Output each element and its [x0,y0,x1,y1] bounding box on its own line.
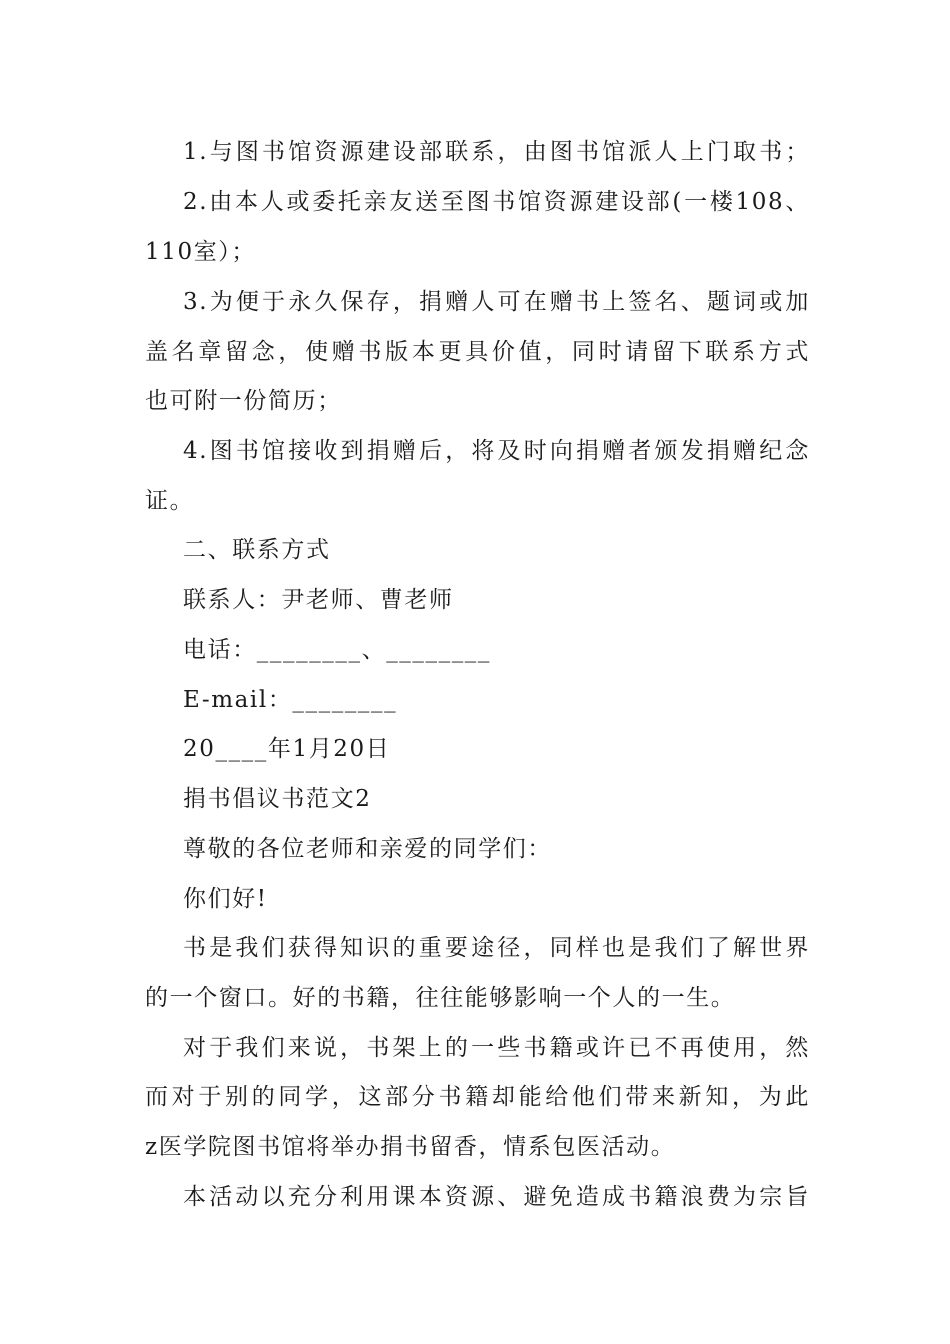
text-line-3: 110室）； [145,239,256,265]
text-line-6: 也可附一份简历； [145,388,342,414]
text-line-17: 书是我们获得知识的重要途径，同样也是我们了解世界 [183,935,810,961]
contact-email: E-mail：________ [183,687,398,713]
text-line-5: 盖名章留念，使赠书版本更具价值，同时请留下联系方式 [145,339,810,365]
greeting: 你们好! [183,886,268,912]
article-title: 捐书倡议书范文2 [183,786,372,812]
contact-phone: 电话：________、________ [183,637,491,663]
document-date: 20____年1月20日 [183,736,391,762]
text-line-4: 3.为便于永久保存，捐赠人可在赠书上签名、题词或加 [183,289,810,315]
text-line-22: 本活动以充分利用课本资源、避免造成书籍浪费为宗旨 [183,1184,810,1210]
section-heading: 二、联系方式 [183,537,331,563]
text-line-21: z医学院图书馆将举办捐书留香，情系包医活动。 [145,1134,676,1160]
salutation: 尊敬的各位老师和亲爱的同学们： [183,836,552,862]
text-line-2: 2.由本人或委托亲友送至图书馆资源建设部(一楼108、 [183,189,810,215]
text-line-18: 的一个窗口。好的书籍，往往能够影响一个人的一生。 [145,985,736,1011]
text-line-8: 证。 [145,488,195,514]
text-line-19: 对于我们来说，书架上的一些书籍或许已不再使用，然 [183,1035,810,1061]
text-line-1: 1.与图书馆资源建设部联系，由图书馆派人上门取书； [183,139,810,165]
text-line-7: 4.图书馆接收到捐赠后，将及时向捐赠者颁发捐赠纪念 [183,438,810,464]
text-line-20: 而对于别的同学，这部分书籍却能给他们带来新知，为此 [145,1084,810,1110]
contact-person: 联系人：尹老师、曹老师 [183,587,454,613]
